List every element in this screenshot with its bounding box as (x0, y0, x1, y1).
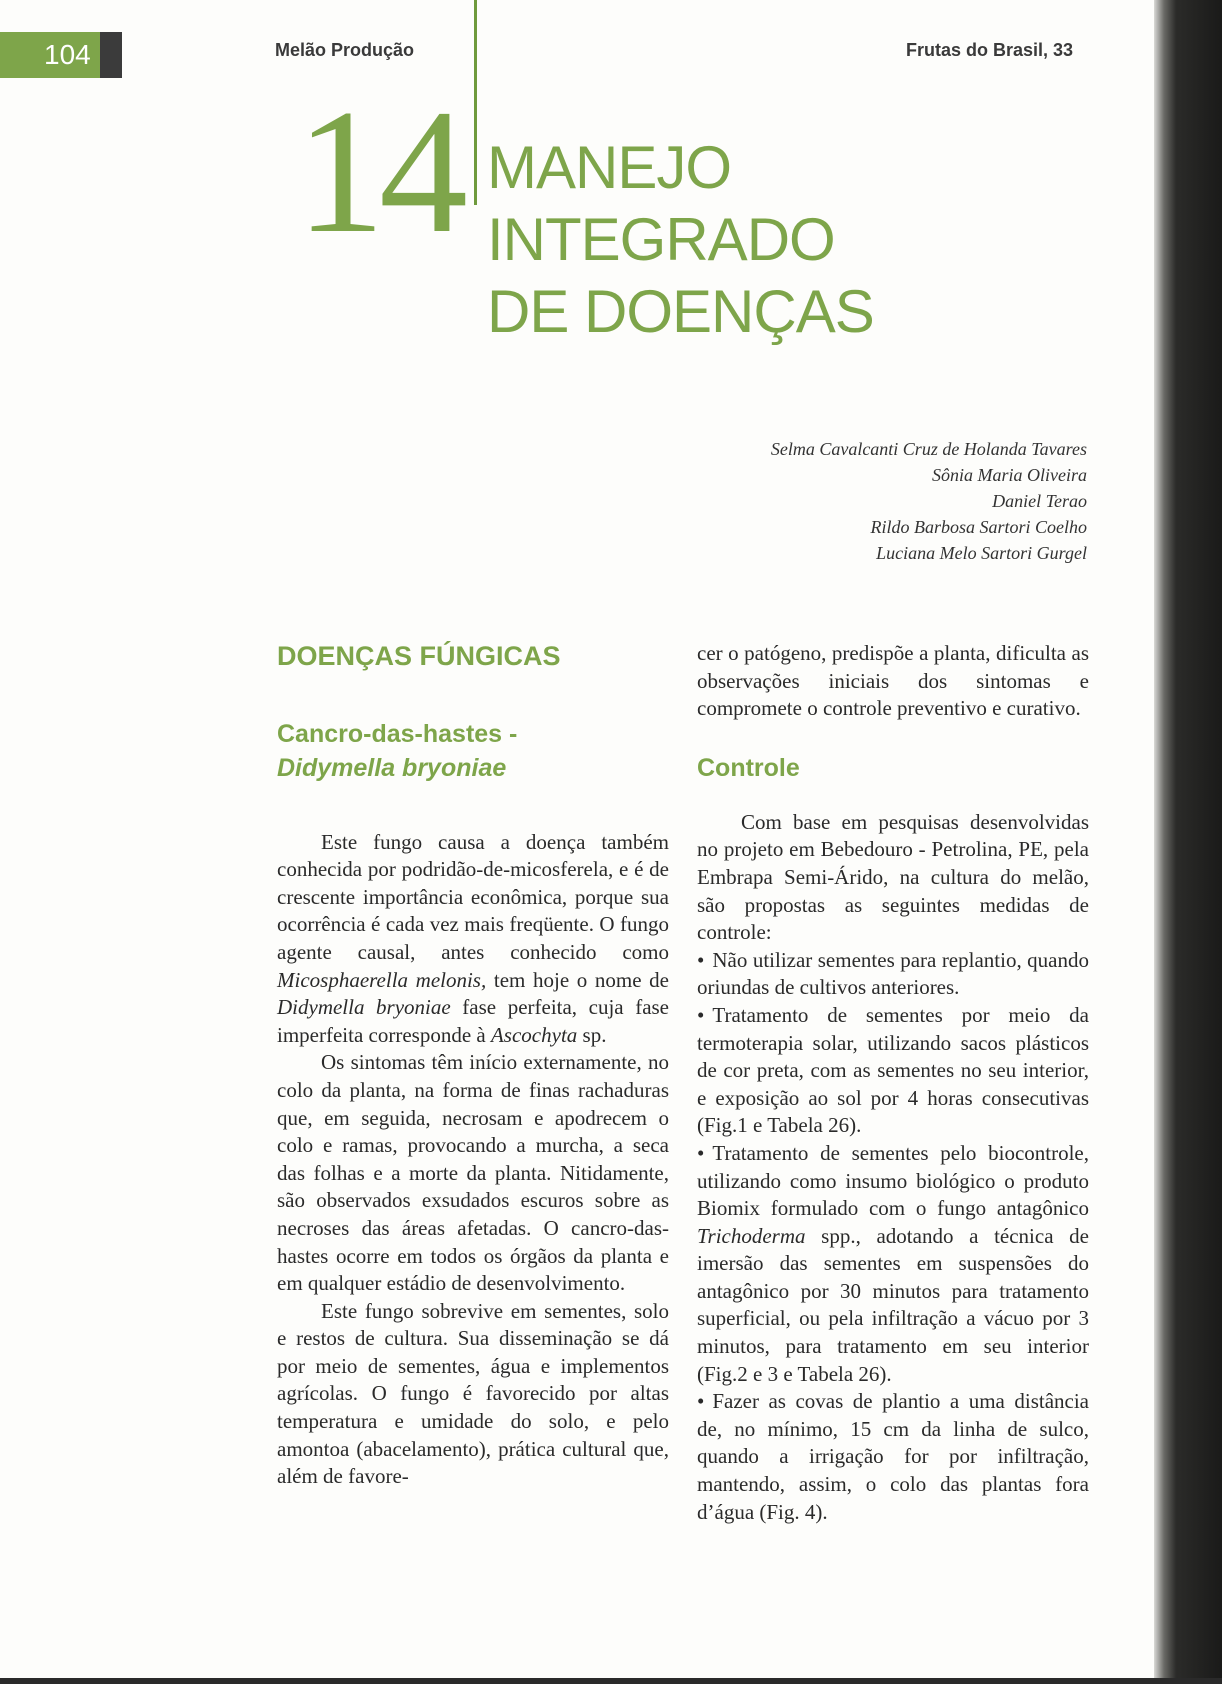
page-tab-accent (100, 32, 122, 78)
chapter-title-line: INTEGRADO (487, 206, 835, 273)
chapter-title-line: DE DOENÇAS (487, 278, 874, 345)
chapter-title-line: MANEJO (487, 134, 732, 201)
running-header-left: Melão Produção (275, 40, 415, 60)
author-list (771, 436, 1087, 566)
bullet-item: • Fazer as covas de plantio a uma distância de, no mínimo, 15 cm da linha de sulco, quando a irrigação for por infiltração, mantendo, assim, o colo das plantas fora d’água (Fig. 4). (697, 1388, 1089, 1526)
binding-gutter (1154, 0, 1222, 1684)
paragraph: Com base em pesquisas desenvolvidas no projeto em Bebedouro - Petrolina, PE, pela Embrapa Semi-Árido, na cultura do melão, são propostas as seguintes medidas de controle: (697, 809, 1089, 945)
title-divider (474, 0, 477, 205)
right-column (697, 640, 1089, 1526)
left-column (277, 640, 669, 1491)
author-name: Selma Cavalcanti Cruz de Holanda Tavares (770, 439, 1087, 459)
chapter-title (487, 132, 874, 348)
page-number: 104 (44, 39, 91, 70)
author-name: Rildo Barbosa Sartori Coelho (870, 517, 1087, 537)
subsection-heading (277, 717, 669, 785)
paragraph: Este fungo causa a doença também conhecida por podridão-de-micosferela, e é de crescente importância econômica, porque sua ocorrência é cada vez mais freqüente. O fungo agente causal, antes conhecido como Micosphaerella melonis, tem hoje o nome de Didymella bryoniae fase perfeita, cuja fase imperfeita corresponde à Ascochyta sp. (277, 829, 670, 1047)
subheading-line: Cancro-das-hastes - (277, 719, 518, 748)
section-heading: DOENÇAS FÚNGICAS (277, 641, 561, 671)
paragraph-continuation: cer o patógeno, predispõe a planta, dificulta as observações iniciais dos sintomas e compromete o controle preventivo e curativo. (697, 641, 1089, 721)
author-name: Daniel Terao (992, 491, 1087, 511)
author-name: Sônia Maria Oliveira (932, 465, 1087, 485)
scan-edge (0, 1678, 1222, 1684)
running-header-right: Frutas do Brasil, 33 (906, 40, 1074, 60)
paragraph: Os sintomas têm início externamente, no colo da planta, na forma de finas rachaduras que, em seguida, necrosam e apodrecem o colo e ramas, provocando a murcha, a seca das folhas e a morte da planta. Nitidamente, são observados exsudados escuros sobre as necroses das áreas afetadas. O cancro-das-hastes ocorre em todos os órgãos da planta e em qualquer estádio de desenvolvimento. (277, 1050, 669, 1296)
page-number-tab (0, 32, 122, 78)
bullet-item: • Tratamento de sementes pelo biocontrole, utilizando como insumo biológico o produto Biomix formulado com o fungo antagônico Trichoderma spp., adotando a técnica de imersão das sementes em suspensões do antagônico por 30 minutos para tratamento superficial, ou pela infiltração a vácuo por 3 minutos, para tratamento em seu interior (Fig.2 e 3 e Tabela 26). (697, 1140, 1089, 1388)
bullet-item: • Não utilizar sementes para replantio, quando oriundas de cultivos anteriores. (697, 947, 1089, 1002)
control-heading: Controle (697, 753, 800, 782)
bullet-item: • Tratamento de sementes por meio da termoterapia solar, utilizando sacos plásticos de cor preta, com as sementes no seu interior, e exposição ao sol por 4 horas consecutivas (Fig.1 e Tabela 26). (697, 1002, 1089, 1140)
subheading-species: Didymella bryoniae (277, 753, 507, 782)
chapter-number: 14 (296, 72, 462, 270)
paragraph: Este fungo sobrevive em sementes, solo e restos de cultura. Sua disseminação se dá por meio de sementes, água e implementos agrícolas. O fungo é favorecido por altas temperatura e umidade do solo, e pelo amontoa (abacelamento), prática cultural que, além de favore- (277, 1298, 669, 1489)
author-name: Luciana Melo Sartori Gurgel (876, 543, 1087, 563)
